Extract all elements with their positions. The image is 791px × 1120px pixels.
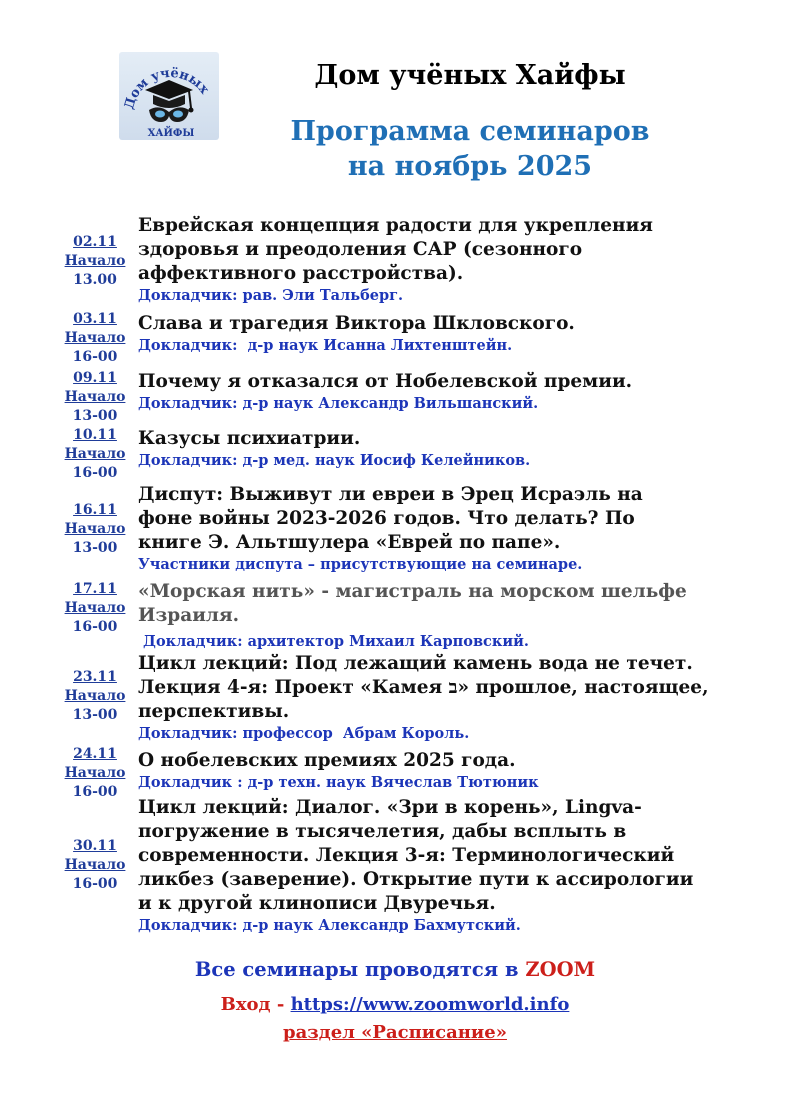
- seminar-title: Почему я отказался от Нобелевской премии.: [138, 371, 633, 392]
- seminar-time: 16-00: [72, 349, 118, 365]
- seminar-time: 13-00: [72, 408, 118, 424]
- seminar-6-date-block: [60, 580, 130, 637]
- seminar-date: 17.11: [73, 581, 117, 597]
- seminar-start-label: Начало: [64, 253, 126, 269]
- footer-zoom-text: Все семинары проводятся в: [194, 958, 526, 981]
- seminar-title: Еврейская концепция радости для укрепления здоровья и преодоления САР (сезонного аффективного расстройства).: [138, 215, 653, 284]
- seminar-date: 30.11: [73, 838, 117, 854]
- seminar-4: [138, 427, 738, 471]
- seminar-speaker: Докладчик: архитектор Михаил Карповский.: [138, 633, 529, 650]
- seminar-time: 13.00: [73, 272, 117, 288]
- org-logo: [119, 52, 219, 140]
- seminar-7: [138, 652, 738, 744]
- seminar-1: [138, 214, 738, 306]
- seminar-speaker: Докладчик: д-р наук Александр Бахмутский.: [138, 917, 521, 934]
- seminar-start-label: Начало: [64, 389, 126, 405]
- seminar-9: [138, 796, 738, 936]
- footer-zoom-notice: [60, 958, 730, 981]
- seminar-2: [138, 312, 738, 356]
- seminar-date: 23.11: [73, 669, 117, 685]
- seminar-title: «Морская нить» - магистраль на морском шельфе Израиля.: [138, 581, 687, 626]
- seminar-8-date-block: [60, 745, 130, 802]
- seminar-time: 13-00: [72, 540, 118, 556]
- seminar-8: [138, 749, 738, 793]
- program-title-line2: на ноябрь 2025: [347, 151, 593, 182]
- seminar-title: Цикл лекций: Диалог. «Зри в корень», Lingva- погружение в тысячелетия, дабы всплыть в современности. Лекция 3-я: Терминологический ликбез (заверение). Открытие пути к ассирологии и к другой клинописи Двуречья.: [138, 797, 694, 914]
- graduation-cap-logo-icon: [119, 52, 219, 140]
- seminar-speaker: Докладчик : д-р техн. наук Вячеслав Тютюник: [138, 774, 539, 791]
- seminar-start-label: Начало: [64, 330, 126, 346]
- seminar-title: Слава и трагедия Виктора Шкловского.: [138, 313, 575, 334]
- seminar-1-date-block: [60, 233, 130, 290]
- seminar-time: 16-00: [72, 876, 118, 892]
- seminar-speaker: Докладчик: д-р наук Исанна Лихтенштейн.: [138, 337, 513, 354]
- seminar-speaker: Докладчик: профессор Абрам Король.: [138, 725, 470, 742]
- seminar-title: Казусы психиатрии.: [138, 428, 361, 449]
- seminar-start-label: Начало: [64, 446, 126, 462]
- seminar-date: 02.11: [73, 234, 117, 250]
- seminar-date: 03.11: [73, 311, 117, 327]
- zoomworld-link[interactable]: https://www.zoomworld.info: [290, 994, 570, 1015]
- schedule-section-link[interactable]: раздел «Расписание»: [283, 1022, 507, 1043]
- program-title-line1: Программа семинаров: [290, 116, 650, 147]
- seminar-title: Цикл лекций: Под лежащий камень вода не течет. Лекция 4-я: Проект «Камея ב» прошлое, настоящее, перспективы.: [138, 653, 709, 722]
- seminar-date: 16.11: [73, 502, 117, 518]
- seminar-time: 13-00: [72, 707, 118, 723]
- seminar-title: Диспут: Выживут ли евреи в Эрец Исраэль на фоне войны 2023-2026 годов. Что делать? По книге Э. Альтшулера «Еврей по папе».: [138, 484, 643, 553]
- seminar-title: О нобелевских премиях 2025 года.: [138, 750, 516, 771]
- seminar-speaker: Докладчик: д-р мед. наук Иосиф Келейников.: [138, 452, 531, 469]
- seminar-2-date-block: [60, 310, 130, 367]
- logo-city-text: ХАЙФЫ: [147, 128, 195, 139]
- seminar-7-date-block: [60, 668, 130, 725]
- program-title: [230, 114, 710, 184]
- seminar-start-label: Начало: [64, 600, 126, 616]
- seminar-time: 16-00: [72, 784, 118, 800]
- seminar-time: 16-00: [72, 619, 118, 635]
- logo-arc-text: Дом учёных: [122, 65, 212, 112]
- seminar-6: [138, 580, 738, 652]
- seminar-3: [138, 370, 738, 414]
- seminar-speaker: Докладчик: д-р наук Александр Вильшанский.: [138, 395, 539, 412]
- seminar-date: 10.11: [73, 427, 117, 443]
- seminar-4-date-block: [60, 426, 130, 483]
- org-title: Дом учёных Хайфы: [314, 60, 626, 91]
- seminar-5: [138, 483, 738, 575]
- seminar-start-label: Начало: [64, 521, 126, 537]
- footer-zoom-word: ZOOM: [525, 958, 596, 981]
- footer-entry-line: [60, 994, 730, 1015]
- seminar-speaker: Участники диспута – присутствующие на семинаре.: [138, 556, 583, 573]
- seminar-start-label: Начало: [64, 857, 126, 873]
- seminar-5-date-block: [60, 501, 130, 558]
- footer-entry-label: Вход -: [220, 994, 291, 1015]
- seminar-speaker: Докладчик: рав. Эли Тальберг.: [138, 287, 404, 304]
- seminar-start-label: Начало: [64, 765, 126, 781]
- seminar-3-date-block: [60, 369, 130, 426]
- seminar-date: 24.11: [73, 746, 117, 762]
- seminar-9-date-block: [60, 837, 130, 894]
- seminar-date: 09.11: [73, 370, 117, 386]
- seminar-start-label: Начало: [64, 688, 126, 704]
- seminar-time: 16-00: [72, 465, 118, 481]
